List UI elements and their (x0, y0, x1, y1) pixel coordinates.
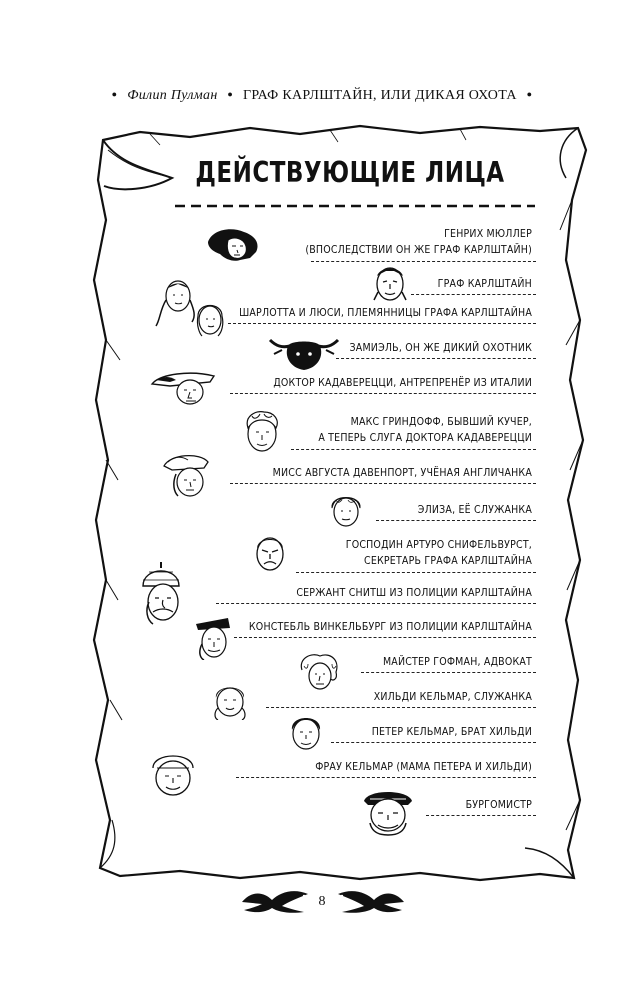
character-entry (418, 502, 532, 518)
character-entry (346, 537, 532, 569)
entry-dashed-rule (426, 815, 536, 816)
character-name: ШАРЛОТТА И ЛЮСИ, ПЛЕМЯННИЦЫ ГРАФА КАРЛШТАЙНА (239, 307, 532, 319)
portrait-frau-kelmar-icon (147, 750, 199, 800)
title-dashed-rule (175, 203, 535, 209)
entry-dashed-rule (291, 449, 536, 450)
character-description: СЕКРЕТАРЬ ГРАФА КАРЛШТАЙНА (364, 555, 532, 567)
portrait-max-grindoff-icon (238, 408, 286, 456)
portrait-hildi-icon (208, 678, 253, 720)
entry-dashed-rule (230, 393, 536, 394)
character-name: ЗАМИЭЛЬ, ОН ЖЕ ДИКИЙ ОХОТНИК (349, 342, 532, 354)
portrait-miss-davenport-icon (160, 450, 215, 500)
character-entry (466, 797, 532, 813)
character-entry (383, 654, 532, 670)
entry-dashed-rule (228, 323, 536, 324)
entry-dashed-rule (230, 483, 536, 484)
entry-dashed-rule (266, 707, 536, 708)
entry-dashed-rule (376, 520, 536, 521)
entry-dashed-rule (411, 294, 536, 295)
portrait-eliza-icon (326, 490, 366, 530)
entry-dashed-rule (311, 261, 536, 262)
entry-dashed-rule (216, 603, 536, 604)
entry-dashed-rule (236, 777, 536, 778)
bullet-icon: ● (526, 89, 533, 99)
character-name: ГОСПОДИН АРТУРО СНИФЕЛЬВУРСТ, (345, 539, 532, 551)
entry-dashed-rule (361, 672, 536, 673)
character-name: БУРГОМИСТР (465, 799, 532, 811)
character-name: СЕРЖАНТ СНИТШ ИЗ ПОЛИЦИИ КАРЛШТАЙНА (296, 587, 532, 599)
character-name: ПЕТЕР КЕЛЬМАР, БРАТ ХИЛЬДИ (371, 726, 532, 738)
portrait-charlotte-lucy-icon (152, 276, 237, 341)
character-entry (374, 689, 532, 705)
character-entry (239, 305, 532, 321)
portrait-zamiel-icon (268, 334, 340, 372)
character-name: КОНСТЕБЛЬ ВИНКЕЛЬБУРГ ИЗ ПОЛИЦИИ КАРЛШТАЙНА (248, 621, 532, 633)
entry-dashed-rule (296, 572, 536, 573)
entry-dashed-rule (331, 742, 536, 743)
portrait-peter-icon (286, 710, 326, 752)
character-name: ГЕНРИХ МЮЛЛЕР (444, 228, 532, 240)
portrait-count-karlstein-icon (370, 262, 410, 304)
page-title: ДЕЙСТВУЮЩИЕ ЛИЦА (195, 156, 505, 190)
entry-dashed-rule (234, 637, 536, 638)
character-entry (350, 340, 532, 356)
character-name: ДОКТОР КАДАВЕРЕЦЦИ, АНТРЕПРЕНЁР ИЗ ИТАЛИИ (273, 377, 532, 389)
character-entry (315, 759, 532, 775)
entry-dashed-rule (336, 358, 536, 359)
page-number: 8 (318, 894, 326, 909)
character-entry (318, 414, 532, 446)
portrait-heinrich-icon (200, 222, 270, 267)
character-name: МАКС ГРИНДОФФ, БЫВШИЙ КУЧЕР, (350, 416, 532, 428)
character-entry (438, 276, 532, 292)
running-head-book-title: ГРАФ КАРЛШТАЙН, ИЛИ ДИКАЯ ОХОТА (242, 88, 517, 103)
character-description: А ТЕПЕРЬ СЛУГА ДОКТОРА КАДАВЕРЕЦЦИ (318, 432, 532, 444)
character-entry (273, 465, 532, 481)
character-entry (372, 724, 532, 740)
character-description: (ВПОСЛЕДСТВИИ ОН ЖЕ ГРАФ КАРЛШТАЙН) (305, 244, 532, 256)
running-head-author: Филип Пулман (127, 88, 218, 103)
character-name: МИСС АВГУСТА ДАВЕНПОРТ, УЧЁНАЯ АНГЛИЧАНКА (272, 467, 532, 479)
portrait-sergeant-snitsh-icon (135, 560, 190, 630)
character-entry (249, 619, 532, 635)
character-name: ГРАФ КАРЛШТАЙН (437, 278, 532, 290)
bullet-icon: ● (111, 89, 118, 99)
portrait-cadaverezzi-icon (150, 366, 220, 406)
portrait-winkelburg-icon (190, 612, 235, 660)
character-name: ФРАУ КЕЛЬМАР (МАМА ПЕТЕРА И ХИЛЬДИ) (315, 761, 532, 773)
character-name: ЭЛИЗА, ЕЁ СЛУЖАНКА (417, 504, 532, 516)
portrait-burgomaster-icon (358, 785, 418, 837)
character-name: МАЙСТЕР ГОФМАН, АДВОКАТ (382, 656, 532, 668)
portrait-snifelwurst-icon (250, 530, 290, 575)
character-entry (296, 585, 532, 601)
running-head (0, 88, 644, 104)
character-name: ХИЛЬДИ КЕЛЬМАР, СЛУЖАНКА (373, 691, 532, 703)
portrait-hofman-icon (298, 652, 340, 692)
character-entry (273, 375, 532, 391)
bird-ornament-right-icon (328, 886, 408, 918)
character-entry (305, 226, 532, 258)
bullet-icon: ● (227, 89, 234, 99)
